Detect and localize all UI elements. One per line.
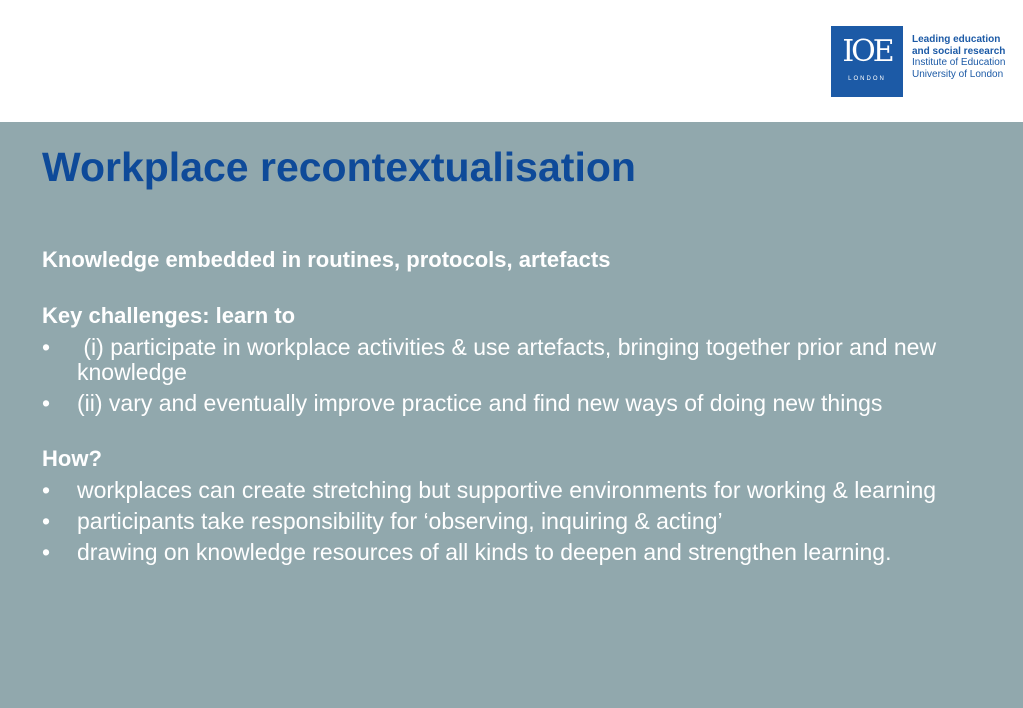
slide-header xyxy=(0,0,1023,122)
list-item-text: workplaces can create stretching but supportive environments for working & learning xyxy=(77,477,937,503)
list-item xyxy=(42,540,982,565)
slide-body xyxy=(0,122,1023,708)
challenges-list xyxy=(42,335,982,416)
bullet-icon: • xyxy=(42,334,51,360)
slide-subtitle: Knowledge embedded in routines, protocols, artefacts xyxy=(42,247,611,272)
list-item-text: (ii) vary and eventually improve practice and find new ways of doing new things xyxy=(77,390,883,416)
bullet-icon: • xyxy=(42,477,51,503)
logo-tagline-line: University of London xyxy=(912,68,1004,80)
list-item xyxy=(42,478,982,503)
logo-tagline xyxy=(912,34,1005,80)
list-item-text: drawing on knowledge resources of all kinds to deepen and strengthen learning. xyxy=(77,539,892,565)
list-item xyxy=(42,335,982,385)
section-heading-challenges: Key challenges: learn to xyxy=(42,303,296,328)
list-item-text: (i) participate in workplace activities & use artefacts, bringing together prior and new knowledge xyxy=(77,334,943,385)
bullet-icon: • xyxy=(42,390,51,416)
slide-content xyxy=(42,247,982,565)
how-list xyxy=(42,478,982,565)
list-item-text: participants take responsibility for ‘observing, inquiring & acting’ xyxy=(77,508,723,534)
ioe-logo-mark xyxy=(831,26,903,97)
logo-mark-text: IOE xyxy=(842,34,892,69)
ioe-logo xyxy=(831,26,1005,97)
logo-tagline-line: Institute of Education xyxy=(912,57,1006,68)
list-item xyxy=(42,391,982,416)
slide-title: Workplace recontextualisation xyxy=(42,144,636,190)
logo-tagline-line: and social research xyxy=(912,45,1006,57)
logo-sub-text: LONDON xyxy=(848,76,886,82)
bullet-icon: • xyxy=(42,508,51,534)
list-item xyxy=(42,509,982,534)
logo-tagline-line: Leading education xyxy=(912,34,1001,45)
section-heading-how: How? xyxy=(42,446,102,471)
bullet-icon: • xyxy=(42,539,51,565)
